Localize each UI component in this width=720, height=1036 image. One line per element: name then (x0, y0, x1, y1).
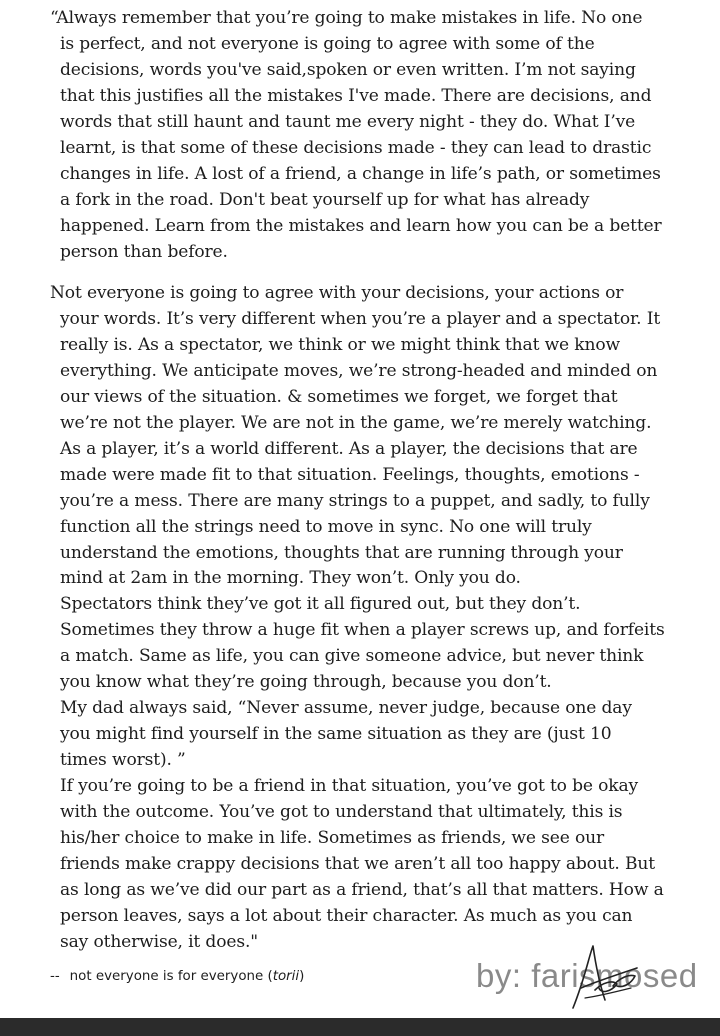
text-line: person leaves, says a lot about their character. As much as you can (60, 905, 633, 926)
watermark: by: farismosed (476, 957, 698, 994)
text-line: happened. Learn from the mistakes and learn how you can be a better (60, 215, 662, 236)
text-line: made were made fit to that situation. Feelings, thoughts, emotions - (60, 464, 640, 485)
text-line: our views of the situation. & sometimes we forget, we forget that (60, 386, 618, 407)
text-line: say otherwise, it does." (60, 931, 258, 952)
attribution (50, 969, 304, 984)
text-line: person than before. (60, 241, 228, 262)
text-line: we’re not the player. We are not in the game, we’re merely watching. (60, 412, 652, 433)
text-line: your words. It’s very different when you’re a player and a spectator. It (60, 308, 661, 329)
signature-icon (555, 938, 645, 1016)
text-line: you might find yourself in the same situation as they are (just 10 (60, 724, 612, 745)
text-line: words that still haunt and taunt me every night - they do. What I’ve (60, 111, 636, 132)
text-line: with the outcome. You’ve got to understand that ultimately, this is (60, 802, 623, 823)
text-line: My dad always said, “Never assume, never judge, because one day (60, 698, 632, 719)
text-line: as long as we’ve did our part as a friend, that’s all that matters. How a (60, 879, 664, 900)
attribution-close: ) (299, 969, 305, 984)
quote-paragraph-1 (50, 6, 662, 266)
text-line: everything. We anticipate moves, we’re strong-headed and minded on (60, 360, 658, 381)
quote-paragraph-2 (50, 281, 665, 956)
text-line: learnt, is that some of these decisions made - they can lead to drastic (60, 137, 652, 158)
text-line: changes in life. A lost of a friend, a change in life’s path, or sometimes (60, 163, 661, 184)
attribution-dash: -- (50, 969, 60, 984)
text-line: mind at 2am in the morning. They won’t. Only you do. (60, 568, 521, 589)
text-line: a fork in the road. Don't beat yourself up for what has already (60, 189, 590, 210)
text-line: you know what they’re going through, because you don’t. (60, 672, 552, 693)
text-line: is perfect, and not everyone is going to agree with some of the (60, 33, 595, 54)
text-line: really is. As a spectator, we think or we might think that we know (60, 334, 620, 355)
text-line: his/her choice to make in life. Sometimes as friends, we see our (60, 828, 605, 849)
bottom-bar (0, 1018, 720, 1036)
text-line: you’re a mess. There are many strings to a puppet, and sadly, to fully (60, 490, 650, 511)
attribution-tag: torii (272, 969, 300, 984)
text-line: Spectators think they’ve got it all figured out, but they don’t. (60, 594, 581, 615)
text-line: If you’re going to be a friend in that situation, you’ve got to be okay (60, 776, 639, 797)
text-line: decisions, words you've said,spoken or even written. I’m not saying (60, 59, 636, 80)
text-line: friends make crappy decisions that we aren’t all too happy about. But (60, 853, 655, 874)
text-line: a match. Same as life, you can give someone advice, but never think (60, 646, 644, 667)
text-line: understand the emotions, thoughts that are running through your (60, 542, 623, 563)
text-line: times worst). ” (60, 750, 186, 771)
text-line: function all the strings need to move in sync. No one will truly (60, 516, 592, 537)
text-line: Sometimes they throw a huge fit when a player screws up, and forfeits (60, 620, 665, 641)
text-line: that this justifies all the mistakes I've made. There are decisions, and (60, 85, 652, 106)
attribution-text: not everyone is for everyone ( (69, 969, 273, 984)
text-line: Not everyone is going to agree with your decisions, your actions or (50, 283, 624, 303)
text-line: “Always remember that you’re going to make mistakes in life. No one (50, 8, 643, 28)
text-line: As a player, it’s a world different. As a player, the decisions that are (60, 438, 638, 459)
